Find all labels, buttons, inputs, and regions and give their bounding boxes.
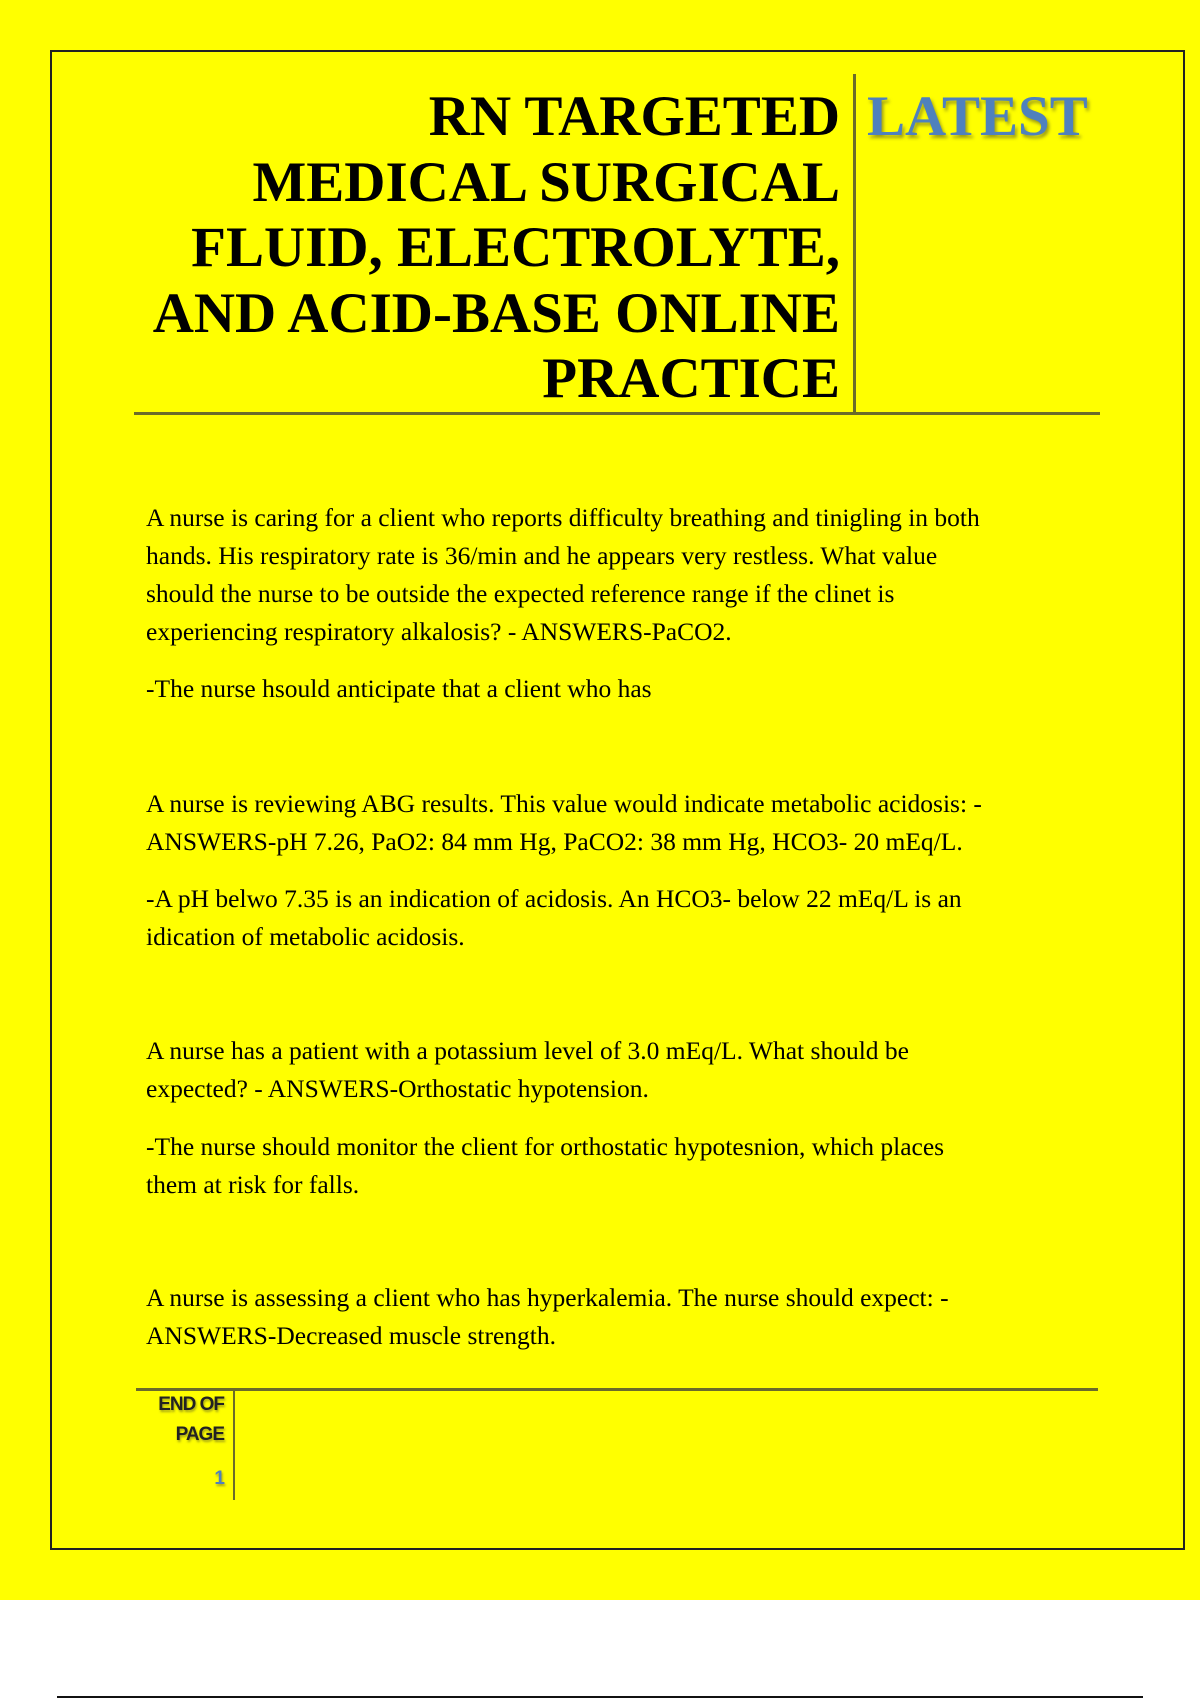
document-title <box>120 84 840 412</box>
rationale-paragraph <box>146 1128 944 1204</box>
title-line: FLUID, ELECTROLYTE, <box>191 216 840 279</box>
text-line: experiencing respiratory alkalosis? - ANSWERS-PaCO2. <box>146 617 732 646</box>
text-line: hands. His respiratory rate is 36/min and he appears very restless. What value <box>146 541 938 570</box>
text-line: them at risk for falls. <box>146 1170 360 1199</box>
page-number: 1 <box>214 1468 224 1489</box>
header-rule <box>134 412 1100 415</box>
text-line: expected? - ANSWERS-Orthostatic hypotension. <box>146 1074 649 1103</box>
text-line: ANSWERS-Decreased muscle strength. <box>146 1321 557 1350</box>
question-paragraph <box>146 499 980 651</box>
next-page-rule <box>57 1696 1143 1698</box>
rationale-paragraph <box>146 670 652 708</box>
footer-rule <box>136 1388 1098 1391</box>
text-line: A nurse is reviewing ABG results. This value would indicate metabolic acidosis: - <box>146 789 982 818</box>
question-paragraph <box>146 785 982 861</box>
text-line: -The nurse hsould anticipate that a client who has <box>146 674 652 703</box>
footer-end-of: END OF <box>158 1394 224 1415</box>
text-line: A nurse is assessing a client who has hyperkalemia. The nurse should expect: - <box>146 1283 949 1312</box>
text-line: A nurse has a patient with a potassium level of 3.0 mEq/L. What should be <box>146 1036 909 1065</box>
title-line: MEDICAL SURGICAL <box>252 150 840 214</box>
title-line: RN TARGETED <box>428 85 840 148</box>
title-line: AND ACID-BASE ONLINE <box>152 281 840 345</box>
latest-badge: LATEST <box>867 85 1088 148</box>
text-line: idication of metabolic acidosis. <box>146 922 465 951</box>
text-line: A nurse is caring for a client who reports difficulty breathing and tinigling in both <box>146 503 980 532</box>
text-line: -A pH belwo 7.35 is an indication of acidosis. An HCO3- below 22 mEq/L is an <box>146 884 962 913</box>
text-line: ANSWERS-pH 7.26, PaO2: 84 mm Hg, PaCO2: 38 mm Hg, HCO3- 20 mEq/L. <box>146 827 963 856</box>
title-divider <box>853 74 856 414</box>
text-line: -The nurse should monitor the client for orthostatic hypotesnion, which places <box>146 1132 945 1161</box>
text-line: should the nurse to be outside the expected reference range if the clinet is <box>146 579 895 608</box>
rationale-paragraph <box>146 880 962 956</box>
title-line: PRACTICE <box>542 347 840 410</box>
question-paragraph <box>146 1279 949 1355</box>
footer-page: PAGE <box>175 1424 224 1445</box>
footer-divider <box>233 1390 235 1500</box>
question-paragraph <box>146 1032 909 1108</box>
